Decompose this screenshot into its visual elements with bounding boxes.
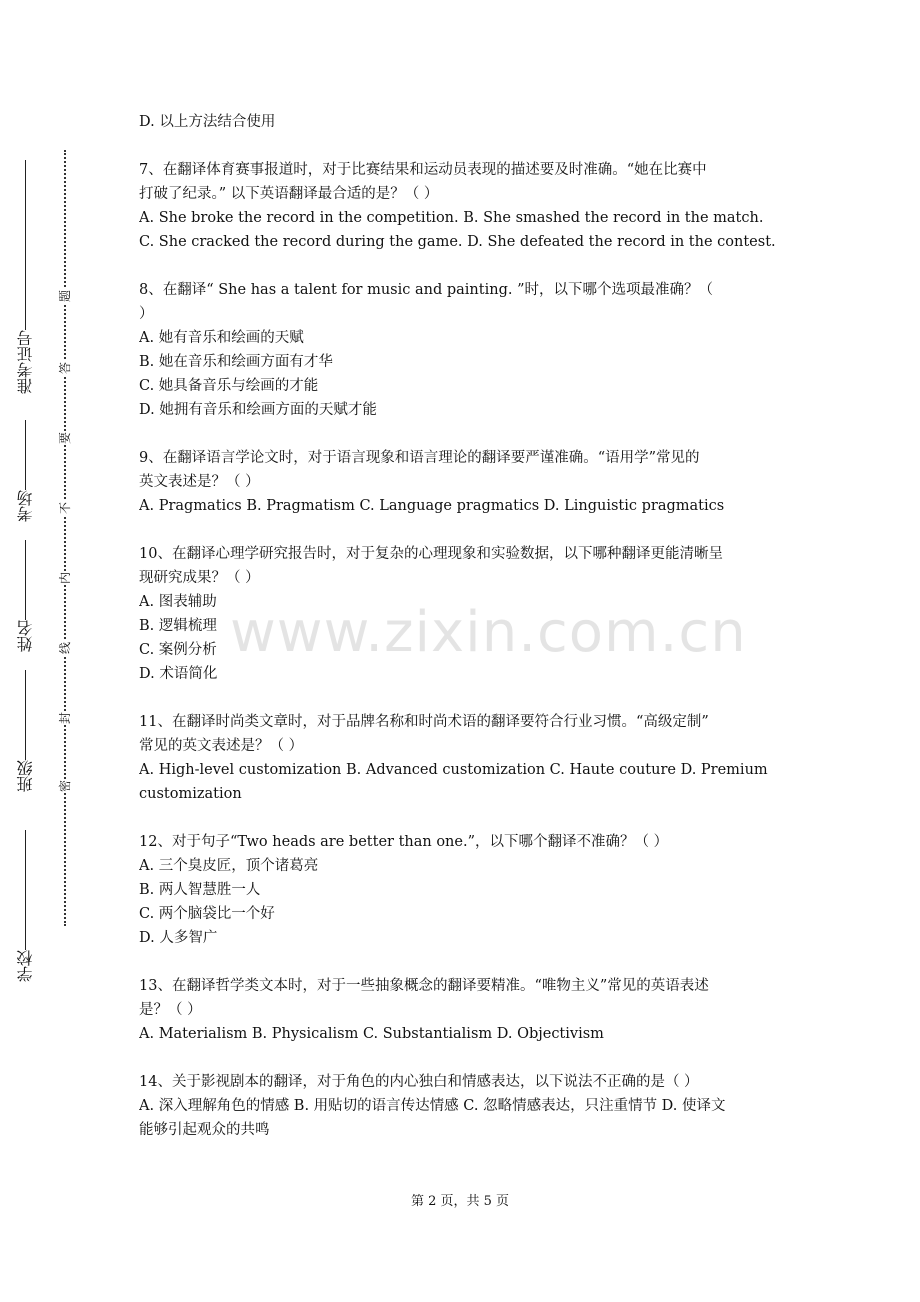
admission-number-label: 准考证号 [16, 330, 35, 394]
question-7-stem-cont: 打破了纪录。” 以下英语翻译最合适的是？（ ） [139, 186, 439, 202]
question-14-stem: 14、关于影视剧本的翻译，对于角色的内心独白和情感表达，以下说法不正确的是（ ） [139, 1074, 699, 1090]
question-12-option-d: D. 人多智广 [139, 930, 218, 946]
question-8-stem: 8、在翻译“ She has a talent for music and painting. ”时，以下哪个选项最准确？（ [139, 282, 713, 298]
class-label: 班级 [16, 760, 35, 792]
question-11-options-cont: customization [139, 786, 242, 802]
seal-char-bu: 不 [58, 502, 72, 515]
question-7-options-ab: A. She broke the record in the competition. B. She smashed the record in the match. [139, 210, 764, 226]
name-field [14, 540, 50, 652]
question-10-option-b: B. 逻辑梳理 [139, 618, 217, 634]
question-10-option-d: D. 术语简化 [139, 666, 218, 682]
seal-char-nei: 内 [58, 572, 72, 585]
question-14-options: A. 深入理解角色的情感 B. 用贴切的语言传达情感 C. 忽略情感表达，只注重情节 D. 使译文 [139, 1098, 726, 1114]
spacer [139, 950, 787, 974]
question-8-option-c: C. 她具备音乐与绘画的才能 [139, 378, 319, 394]
question-12-stem: 12、对于句子“Two heads are better than one.”，以下哪个翻译不准确？（ ） [139, 834, 669, 850]
school-field [14, 830, 50, 982]
name-blank [26, 540, 27, 620]
seal-char-yao: 要 [58, 432, 72, 445]
student-info-fields [14, 150, 50, 982]
page-footer: 第 2 页，共 5 页 [410, 1194, 510, 1209]
exam-room-blank [26, 420, 27, 490]
spacer [139, 422, 787, 446]
question-9-options: A. Pragmatics B. Pragmatism C. Language pragmatics D. Linguistic pragmatics [139, 498, 725, 514]
seal-char-feng: 封 [58, 712, 72, 725]
question-11-stem-cont: 常见的英文表述是？（ ） [139, 738, 304, 754]
question-8-option-d: D. 她拥有音乐和绘画方面的天赋才能 [139, 402, 377, 418]
seal-dotted-line [64, 150, 66, 926]
school-blank [26, 830, 27, 950]
question-13-stem-cont: 是？（ ） [139, 1002, 202, 1018]
question-8-option-a: A. 她有音乐和绘画的天赋 [139, 330, 304, 346]
option-d-q6: D. 以上方法结合使用 [139, 114, 276, 130]
question-12-option-b: B. 两人智慧胜一人 [139, 882, 261, 898]
exam-room-field [14, 420, 50, 522]
seal-char-mi: 密 [58, 780, 72, 793]
question-7-stem: 7、在翻译体育赛事报道时，对于比赛结果和运动员表现的描述要及时准确。“她在比赛中 [139, 162, 707, 178]
question-14-options-cont: 能够引起观众的共鸣 [139, 1122, 270, 1138]
admission-number-field [14, 160, 50, 394]
exam-room-label: 考场 [16, 490, 35, 522]
question-10-stem-cont: 现研究成果？（ ） [139, 570, 260, 586]
seal-char-xian: 线 [58, 642, 72, 655]
seal-char-da: 答 [58, 362, 72, 375]
question-10-stem: 10、在翻译心理学研究报告时，对于复杂的心理现象和实验数据，以下哪种翻译更能清晰呈 [139, 546, 723, 562]
question-10-option-c: C. 案例分析 [139, 642, 217, 658]
school-label: 学校 [16, 950, 35, 982]
question-12-option-a: A. 三个臭皮匠，顶个诸葛亮 [139, 858, 319, 874]
name-label: 姓名 [16, 620, 35, 652]
spacer [139, 806, 787, 830]
question-9-stem: 9、在翻译语言学论文时，对于语言现象和语言理论的翻译要严谨准确。“语用学”常见的 [139, 450, 700, 466]
seal-char-ti: 题 [58, 290, 72, 303]
question-13-options: A. Materialism B. Physicalism C. Substantialism D. Objectivism [139, 1026, 604, 1042]
binding-margin [0, 0, 110, 1302]
spacer [139, 134, 787, 158]
question-11-options: A. High-level customization B. Advanced customization C. Haute couture D. Premium [139, 762, 768, 778]
question-12-option-c: C. 两个脑袋比一个好 [139, 906, 275, 922]
question-8-stem-cont: ） [139, 306, 154, 322]
class-blank [26, 670, 27, 760]
question-7-options-cd: C. She cracked the record during the game. D. She defeated the record in the contest. [139, 234, 776, 250]
exam-questions [139, 110, 787, 1142]
spacer [139, 686, 787, 710]
admission-number-blank [26, 160, 27, 330]
question-8-option-b: B. 她在音乐和绘画方面有才华 [139, 354, 333, 370]
question-9-stem-cont: 英文表述是？（ ） [139, 474, 260, 490]
question-10-option-a: A. 图表辅助 [139, 594, 217, 610]
watermark: www.zixin.com.cn [230, 600, 747, 665]
class-field [14, 670, 50, 792]
spacer [139, 518, 787, 542]
question-13-stem: 13、在翻译哲学类文本时，对于一些抽象概念的翻译要精准。“唯物主义”常见的英语表述 [139, 978, 709, 994]
spacer [139, 1046, 787, 1070]
spacer [139, 254, 787, 278]
question-11-stem: 11、在翻译时尚类文章时，对于品牌名称和时尚术语的翻译要符合行业习惯。“高级定制” [139, 714, 709, 730]
